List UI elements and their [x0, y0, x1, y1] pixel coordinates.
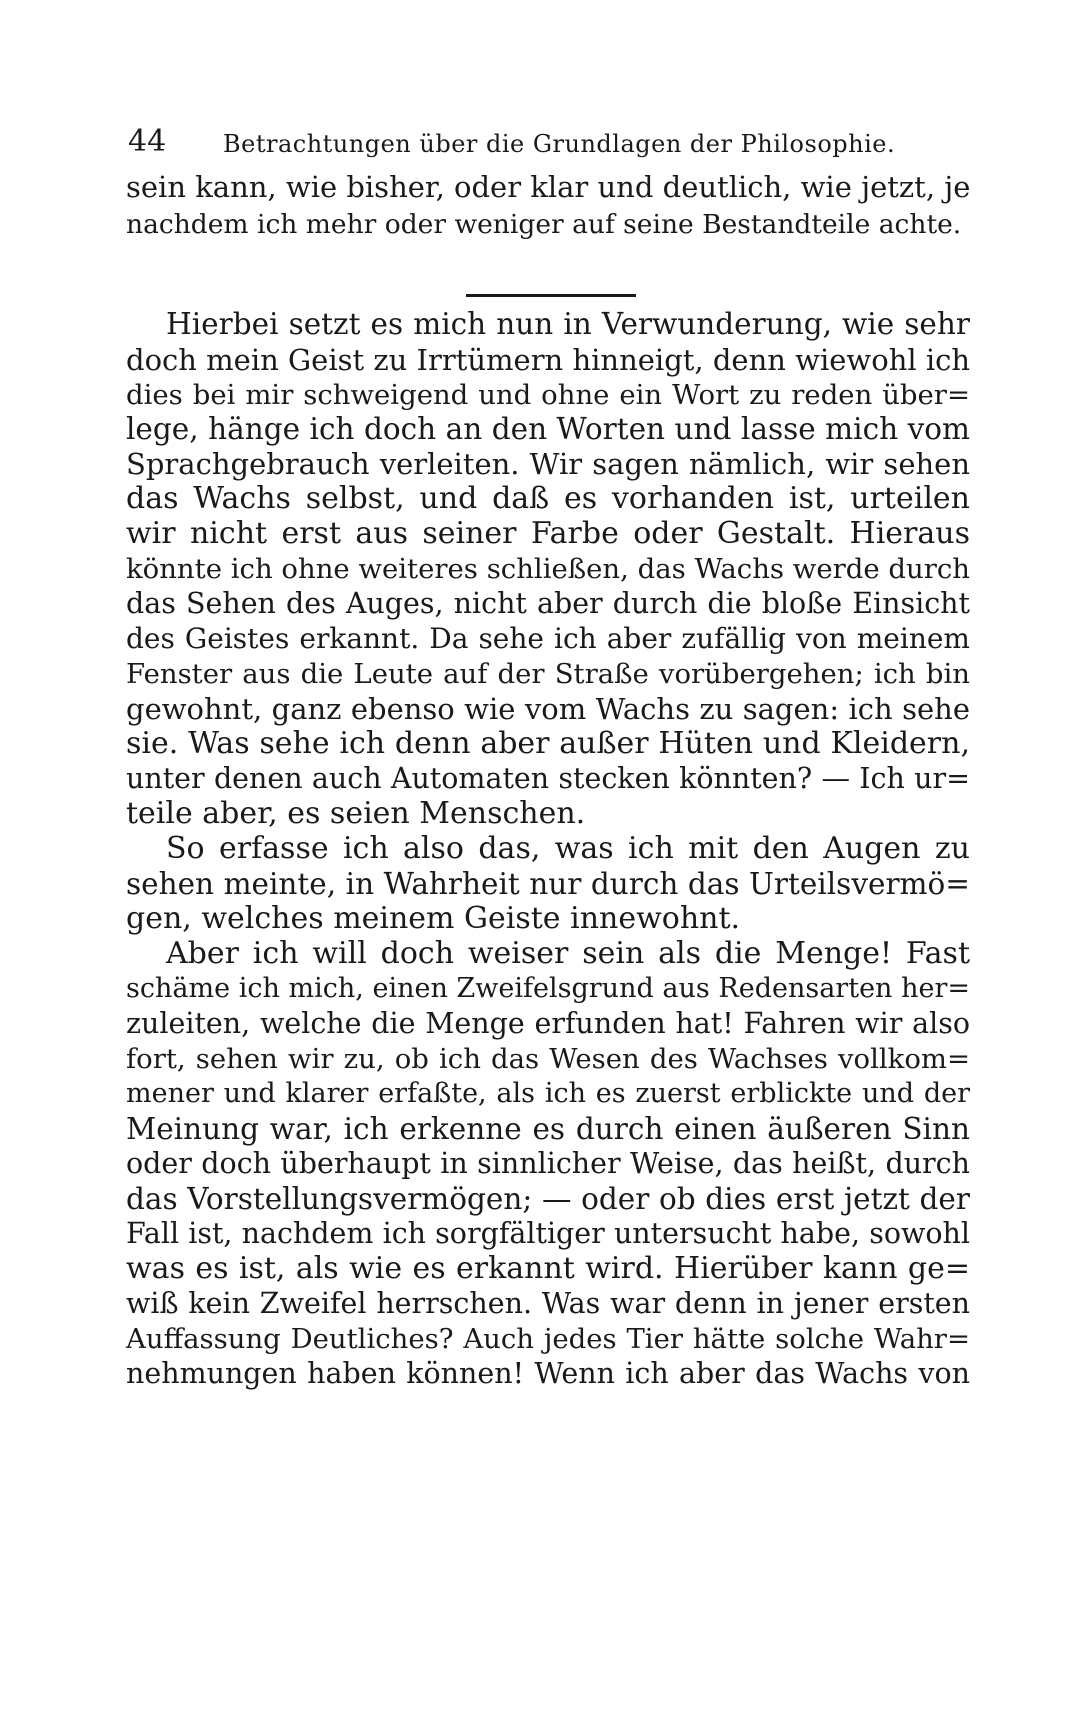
- text-line: des Geistes erkannt. Da sehe ich aber zufällig von meinem: [126, 622, 970, 655]
- text-line: Fenster aus die Leute auf der Straße vorübergehen; ich bin: [126, 658, 970, 690]
- text-line: zuleiten, welche die Menge erfunden hat! Fahren wir also: [126, 1007, 970, 1040]
- page-number: 44: [128, 124, 167, 159]
- text-line: was es ist, als wie es erkannt wird. Hierüber kann ge=: [126, 1251, 970, 1286]
- text-line: doch mein Geist zu Irrtümern hinneigt, denn wiewohl ich: [126, 343, 971, 377]
- text-line: wiß kein Zweifel herrschen. Was war denn in jener ersten: [126, 1287, 970, 1320]
- running-title: Betrachtungen über die Grundlagen der Philosophie.: [223, 130, 896, 158]
- text-line: dies bei mir schweigend und ohne ein Wort zu reden über=: [126, 379, 970, 411]
- text-line: So erfasse ich also das, was ich mit den Augen zu: [166, 831, 970, 866]
- text-line: Hierbei setzt es mich nun in Verwunderung, wie sehr: [166, 307, 970, 341]
- text-line: fort, sehen wir zu, ob ich das Wesen des Wachses vollkom=: [126, 1043, 970, 1075]
- text-line: Auffassung Deutliches? Auch jedes Tier hätte solche Wahr=: [126, 1323, 970, 1355]
- text-line: Sprachgebrauch verleiten. Wir sagen nämlich, wir sehen: [126, 447, 970, 481]
- text-line: mener und klarer erfaßte, als ich es zuerst erblickte und der: [126, 1078, 970, 1109]
- text-line: Aber ich will doch weiser sein als die Menge! Fast: [166, 936, 970, 971]
- section-divider: [466, 294, 636, 297]
- text-line: könnte ich ohne weiteres schließen, das Wachs werde durch: [126, 553, 970, 585]
- text-line: sein kann, wie bisher, oder klar und deutlich, wie jetzt, je: [126, 170, 971, 204]
- text-line: schäme ich mich, einen Zweifelsgrund aus Redensarten her=: [126, 973, 970, 1004]
- text-line: sehen meinte, in Wahrheit nur durch das Urteilsvermö=: [126, 867, 970, 901]
- text-line: das Wachs selbst, und daß es vorhanden ist, urteilen: [126, 481, 970, 516]
- text-line: oder doch überhaupt in sinnlicher Weise, das heißt, durch: [126, 1147, 970, 1180]
- text-line: gewohnt, ganz ebenso wie vom Wachs zu sagen: ich sehe: [126, 692, 970, 726]
- text-line: nehmungen haben können! Wenn ich aber das Wachs von: [126, 1357, 970, 1390]
- text-line: lege, hänge ich doch an den Worten und lasse mich vom: [126, 412, 970, 446]
- page-header: [128, 122, 968, 162]
- text-line: nachdem ich mehr oder weniger auf seine Bestandteile achte.: [126, 209, 962, 240]
- text-line: sie. Was sehe ich denn aber außer Hüten und Kleidern,: [126, 726, 970, 761]
- text-line: das Vorstellungsvermögen; — oder ob dies erst jetzt der: [126, 1182, 970, 1216]
- text-line: teile aber, es seien Menschen.: [126, 796, 586, 831]
- text-line: Meinung war, ich erkenne es durch einen äußeren Sinn: [126, 1112, 970, 1146]
- text-line: Fall ist, nachdem ich sorgfältiger untersucht habe, sowohl: [126, 1217, 970, 1250]
- text-line: unter denen auch Automaten stecken könnten? — Ich ur=: [126, 762, 970, 795]
- text-line: das Sehen des Auges, nicht aber durch die bloße Einsicht: [126, 587, 970, 620]
- text-line: wir nicht erst aus seiner Farbe oder Gestalt. Hieraus: [126, 516, 970, 551]
- text-line: gen, welches meinem Geiste innewohnt.: [126, 901, 741, 936]
